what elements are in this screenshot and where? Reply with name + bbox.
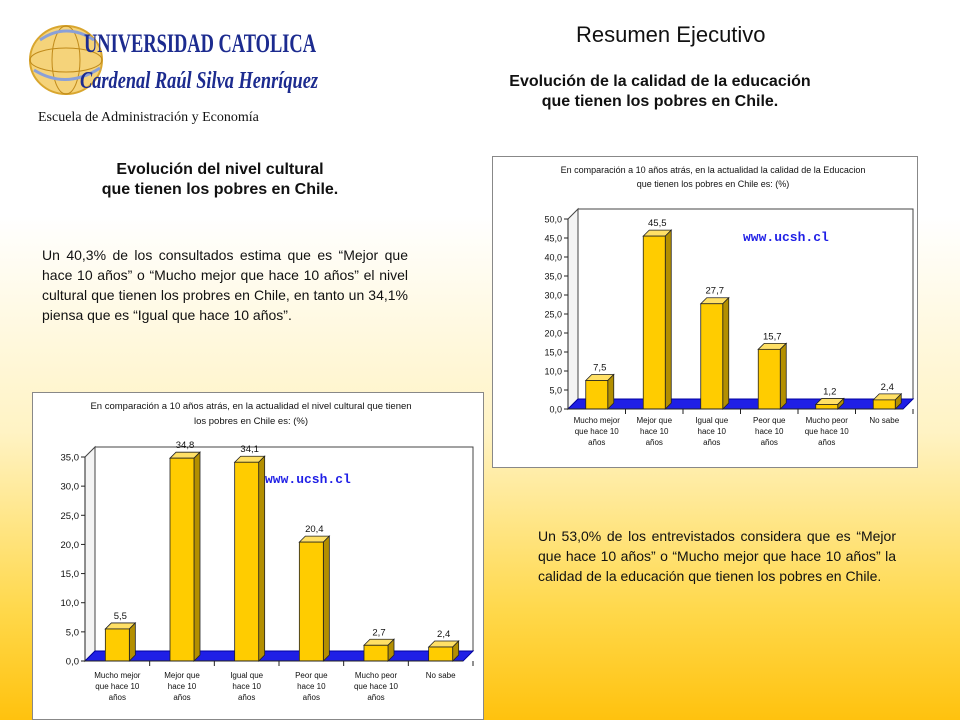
y-tick-label: 5,0: [65, 627, 79, 639]
bar-side-face: [723, 298, 729, 409]
bar-side-face: [259, 456, 265, 661]
bar: [701, 304, 723, 409]
chart-title-line: En comparación a 10 años atrás, en la actualidad la calidad de la Educacion: [560, 165, 866, 175]
x-category-label-line: Mejor que: [164, 671, 200, 680]
culture-summary-paragraph: Un 40,3% de los consultados estima que es “Mejor que hace 10 años” o “Mucho mejor que hace 10 años” el nivel cultural que tienen los probres en Chile, en tanto un 34,1% piensa que es “Igual que hace 10 años”.: [42, 247, 408, 323]
x-category-label: [574, 416, 621, 447]
page-title: Resumen Ejecutivo: [576, 22, 766, 47]
bar: [299, 542, 323, 661]
y-tick-label: 20,0: [60, 539, 79, 551]
x-category-label: [869, 416, 899, 425]
x-category-label-line: hace 10: [697, 427, 726, 436]
culture-section-title: [50, 160, 390, 200]
x-category-label-line: años: [302, 693, 321, 702]
education-title-line2: que tienen los pobres en Chile.: [541, 93, 779, 110]
university-name-line2: Cardenal Raúl Silva Henríquez: [80, 68, 319, 94]
bar-side-face: [780, 343, 786, 409]
bar-value-label: 45,5: [648, 218, 667, 230]
university-name-line1: UNIVERSIDAD CATOLICA: [84, 29, 317, 58]
y-tick-label: 20,0: [544, 328, 562, 339]
x-category-label-line: que hace 10: [353, 682, 399, 691]
plot-side-wall: [568, 209, 578, 409]
x-category-label-line: hace 10: [755, 427, 784, 436]
bar-side-face: [665, 230, 671, 409]
education-quality-chart: [492, 156, 918, 468]
x-category-label-line: años: [108, 693, 127, 702]
x-category-label-line: Igual que: [695, 416, 729, 425]
plot-floor: [85, 651, 473, 661]
x-category-label-line: Mucho mejor: [94, 671, 141, 680]
x-category-label-line: años: [237, 693, 256, 702]
x-category-label-line: Peor que: [295, 671, 328, 680]
x-category-label: [164, 671, 200, 702]
x-category-label-line: años: [760, 438, 778, 447]
x-category-label-line: hace 10: [297, 682, 326, 691]
bar-value-label: 2,4: [880, 381, 894, 393]
bar-value-label: 1,2: [823, 386, 837, 398]
cultural-level-chart: [32, 392, 484, 720]
y-tick-label: 30,0: [60, 481, 79, 493]
x-category-label-line: Igual que: [230, 671, 264, 680]
bar: [429, 647, 453, 661]
bar: [170, 458, 194, 661]
x-category-label-line: años: [818, 438, 836, 447]
x-category-label: [94, 671, 141, 702]
x-category-label-line: que hace 10: [95, 682, 140, 691]
bar-value-label: 27,7: [705, 285, 724, 297]
bar-value-label: 7,5: [593, 362, 607, 374]
x-category-label-line: Mejor que: [636, 416, 673, 425]
chart-title-line: En comparación a 10 años atrás, en la actualidad el nivel cultural que tienen: [90, 401, 412, 412]
x-category-label: [295, 671, 328, 702]
bar-side-face: [129, 623, 135, 661]
bar-value-label: 20,4: [305, 524, 324, 536]
bar-value-label: 2,4: [437, 629, 451, 641]
y-tick-label: 25,0: [60, 510, 79, 522]
y-tick-label: 25,0: [544, 309, 562, 320]
x-category-label-line: No sabe: [425, 671, 456, 680]
x-category-label-line: años: [588, 438, 606, 447]
y-tick-label: 40,0: [544, 252, 562, 263]
y-tick-label: 30,0: [544, 290, 562, 301]
chart-title-line: los pobres en Chile es: (%): [193, 416, 309, 427]
bar-side-face: [194, 452, 200, 661]
y-tick-label: 0,0: [65, 656, 79, 668]
school-name: Escuela de Administración y Economía: [38, 110, 259, 125]
y-tick-label: 5,0: [549, 385, 562, 396]
bar: [643, 236, 665, 409]
bar-value-label: 5,5: [113, 610, 127, 622]
x-category-label-line: Mucho peor: [354, 671, 398, 680]
bar: [364, 645, 388, 661]
bar-side-face: [608, 375, 614, 410]
x-category-label: [753, 416, 786, 447]
x-category-label-line: hace 10: [167, 682, 197, 691]
x-category-label-line: años: [703, 438, 721, 447]
x-category-label-line: Mucho mejor: [573, 416, 620, 425]
x-category-label: [695, 416, 728, 447]
x-category-label: [426, 671, 456, 680]
x-category-label: [636, 416, 672, 447]
bar: [235, 462, 259, 661]
bar: [816, 404, 838, 409]
y-tick-label: 0,0: [549, 404, 562, 415]
plot-floor: [568, 399, 913, 409]
x-category-label-line: hace 10: [640, 427, 669, 436]
bar-value-label: 34,1: [240, 444, 259, 456]
bar: [873, 400, 895, 409]
x-category-label-line: años: [367, 693, 385, 702]
education-chart-svg: [493, 157, 917, 467]
x-category-label-line: que hace 10: [574, 427, 619, 436]
x-category-label-line: hace 10: [232, 682, 261, 691]
y-tick-label: 10,0: [60, 598, 79, 610]
education-title-line1: Evolución de la calidad de la educación: [509, 73, 811, 90]
y-tick-label: 45,0: [544, 233, 562, 244]
x-category-label-line: años: [173, 693, 191, 702]
bar-value-label: 15,7: [763, 331, 782, 343]
culture-chart-svg: [33, 393, 483, 719]
plot-side-wall: [85, 447, 95, 661]
bar: [586, 381, 608, 410]
x-category-label-line: años: [645, 438, 663, 447]
x-category-label: [230, 671, 263, 702]
y-tick-label: 35,0: [60, 452, 79, 464]
culture-title-line1: Evolución del nivel cultural: [116, 161, 324, 178]
x-category-label-line: Peor que: [753, 416, 786, 425]
bar-value-label: 34,8: [175, 440, 195, 452]
x-category-label: [354, 671, 399, 702]
university-logo: [22, 10, 322, 110]
y-tick-label: 15,0: [60, 569, 79, 581]
bar: [758, 349, 780, 409]
y-tick-label: 50,0: [544, 214, 562, 225]
bar-value-label: 2,7: [372, 627, 386, 639]
y-tick-label: 35,0: [544, 271, 562, 282]
bar-side-face: [323, 536, 329, 661]
watermark-text: www.ucsh.cl: [265, 472, 351, 487]
culture-title-line2: que tienen los pobres en Chile.: [101, 181, 339, 198]
x-category-label-line: No sabe: [869, 416, 900, 425]
x-category-label: [805, 416, 850, 447]
x-category-label-line: que hace 10: [804, 427, 849, 436]
y-tick-label: 10,0: [544, 366, 562, 377]
education-summary-paragraph: Un 53,0% de los entrevistados considera que es “Mejor que hace 10 años” o “Mucho mejor que hace 10 años” la calidad de la educación que tienen los pobres en Chile.: [538, 528, 896, 584]
bar: [105, 629, 129, 661]
y-tick-label: 15,0: [544, 347, 562, 358]
watermark-text: www.ucsh.cl: [743, 230, 829, 245]
x-category-label-line: Mucho peor: [805, 416, 848, 425]
education-section-title: [460, 72, 860, 112]
chart-title-line: que tienen los pobres en Chile es: (%): [636, 179, 790, 189]
